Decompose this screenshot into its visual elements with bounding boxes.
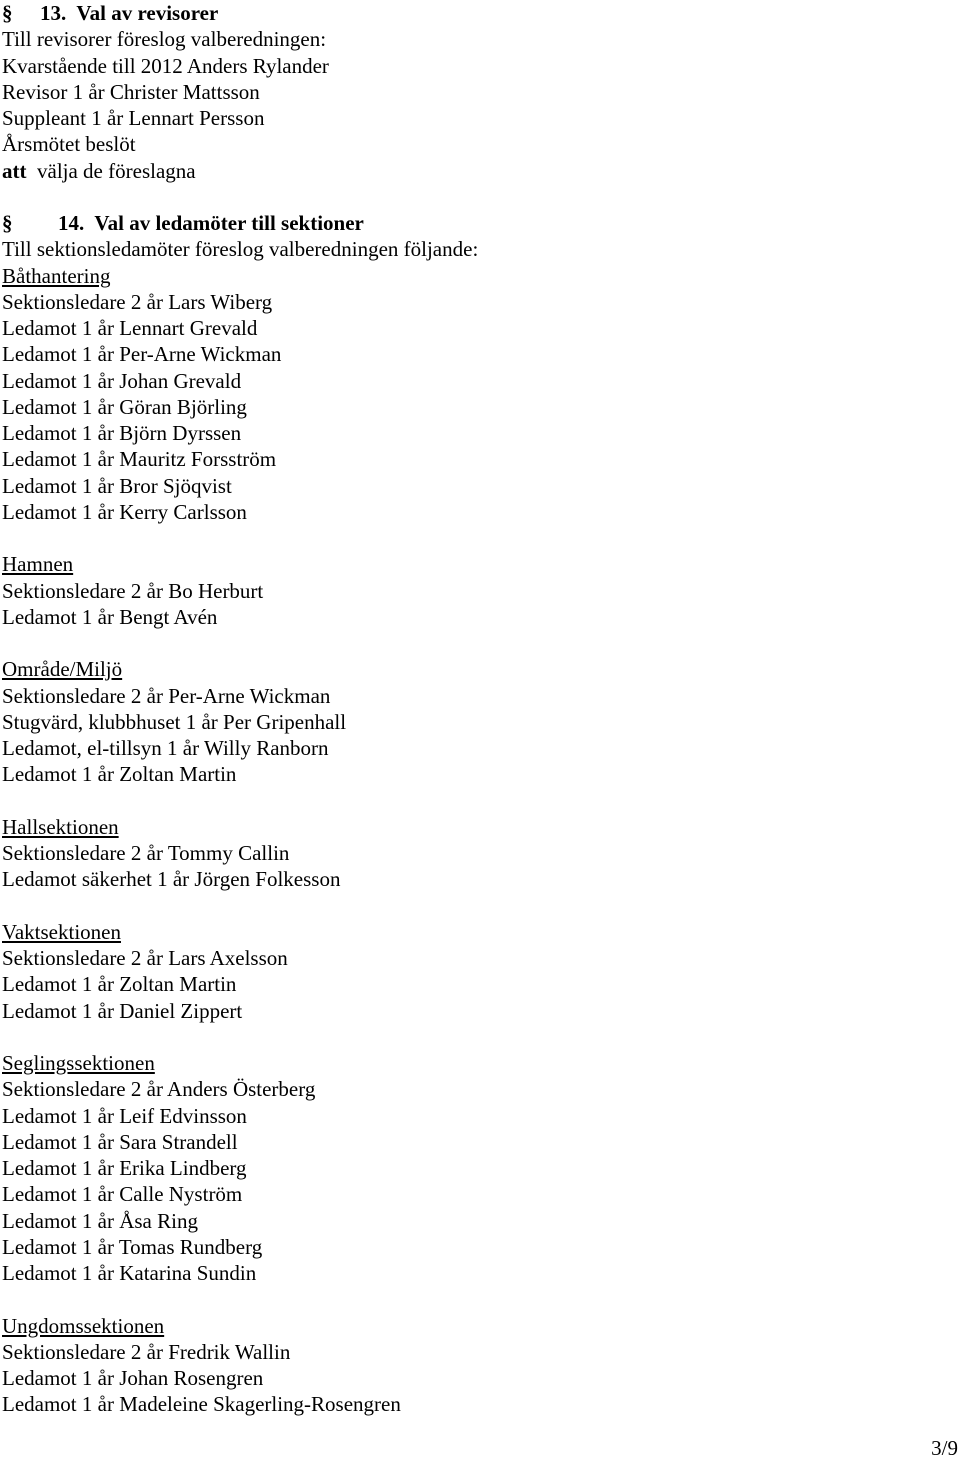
member-line: Ledamot 1 år Calle Nyström bbox=[2, 1182, 243, 1207]
member-line: Ledamot 1 år Lennart Grevald bbox=[2, 316, 258, 340]
section-14-number: 14. bbox=[58, 211, 85, 235]
section-14-title: Val av ledamöter till sektioner bbox=[94, 211, 364, 235]
section-13-intro: Till revisorer föreslog valberedningen: bbox=[2, 27, 327, 52]
member-line: Ledamot 1 år Åsa Ring bbox=[2, 1208, 198, 1233]
auditor-line: Suppleant 1 år Lennart Persson bbox=[2, 106, 265, 130]
page-number: 3/9 bbox=[931, 1436, 958, 1460]
member-line: Ledamot 1 år Bengt Avén bbox=[2, 604, 218, 629]
member-line: Ledamot 1 år Bror Sjöqvist bbox=[2, 473, 232, 498]
member-line: Ledamot 1 år Kerry Carlsson bbox=[2, 499, 247, 524]
member-line: Sektionsledare 2 år Fredrik Wallin bbox=[2, 1339, 291, 1364]
section-name: Ungdomssektionen bbox=[2, 1313, 165, 1338]
member-line: Ledamot säkerhet 1 år Jörgen Folkesson bbox=[2, 867, 341, 892]
member-line: Ledamot 1 år Johan Rosengren bbox=[2, 1366, 264, 1390]
member-line: Ledamot, el-tillsyn 1 år Willy Ranborn bbox=[2, 736, 329, 760]
member-line: Sektionsledare 2 år Lars Wiberg bbox=[2, 289, 273, 314]
section-name: Område/Miljö bbox=[2, 657, 123, 682]
paragraph-sign: § bbox=[2, 1, 13, 25]
section-13-number: 13. bbox=[40, 1, 67, 25]
decision-att: att bbox=[2, 158, 27, 183]
member-line: Stugvärd, klubbhuset 1 år Per Gripenhall bbox=[2, 709, 347, 734]
member-line: Ledamot 1 år Sara Strandell bbox=[2, 1129, 238, 1154]
member-line: Ledamot 1 år Katarina Sundin bbox=[2, 1261, 257, 1285]
auditor-line: Revisor 1 år Christer Mattsson bbox=[2, 79, 260, 104]
paragraph-sign: § bbox=[2, 211, 13, 235]
member-line: Ledamot 1 år Zoltan Martin bbox=[2, 762, 237, 787]
decision-text: välja de föreslagna bbox=[37, 158, 196, 183]
decision-line bbox=[2, 158, 942, 184]
decision-label: Årsmötet beslöt bbox=[2, 132, 136, 157]
auditor-line: Kvarstående till 2012 Anders Rylander bbox=[2, 53, 329, 78]
member-line: Ledamot 1 år Mauritz Forsström bbox=[2, 447, 277, 472]
member-line: Ledamot 1 år Daniel Zippert bbox=[2, 998, 243, 1023]
member-line: Sektionsledare 2 år Tommy Callin bbox=[2, 841, 290, 865]
member-line: Sektionsledare 2 år Per-Arne Wickman bbox=[2, 683, 331, 708]
member-line: Sektionsledare 2 år Lars Axelsson bbox=[2, 946, 288, 970]
section-14-heading bbox=[2, 210, 942, 236]
member-line: Ledamot 1 år Göran Björling bbox=[2, 394, 247, 419]
section-14-intro: Till sektionsledamöter föreslog valberedningen följande: bbox=[2, 237, 479, 262]
member-line: Ledamot 1 år Erika Lindberg bbox=[2, 1156, 247, 1180]
section-name: Seglingssektionen bbox=[2, 1051, 155, 1075]
member-line: Ledamot 1 år Zoltan Martin bbox=[2, 972, 237, 997]
member-line: Ledamot 1 år Tomas Rundberg bbox=[2, 1234, 263, 1259]
section-name: Båthantering bbox=[2, 263, 111, 288]
section-13-title: Val av revisorer bbox=[76, 1, 219, 25]
section-name: Vaktsektionen bbox=[2, 919, 121, 944]
document-page bbox=[2, 0, 942, 1418]
sections-list bbox=[2, 263, 942, 1418]
member-line: Ledamot 1 år Leif Edvinsson bbox=[2, 1103, 247, 1128]
member-line: Ledamot 1 år Björn Dyrssen bbox=[2, 421, 242, 445]
member-line: Sektionsledare 2 år Anders Österberg bbox=[2, 1077, 316, 1102]
section-name: Hamnen bbox=[2, 552, 74, 577]
member-line: Ledamot 1 år Johan Grevald bbox=[2, 368, 242, 393]
member-line: Sektionsledare 2 år Bo Herburt bbox=[2, 578, 264, 603]
section-name: Hallsektionen bbox=[2, 814, 119, 839]
member-line: Ledamot 1 år Madeleine Skagerling-Rosengren bbox=[2, 1392, 401, 1417]
section-13-heading bbox=[2, 0, 942, 26]
member-line: Ledamot 1 år Per-Arne Wickman bbox=[2, 342, 282, 367]
